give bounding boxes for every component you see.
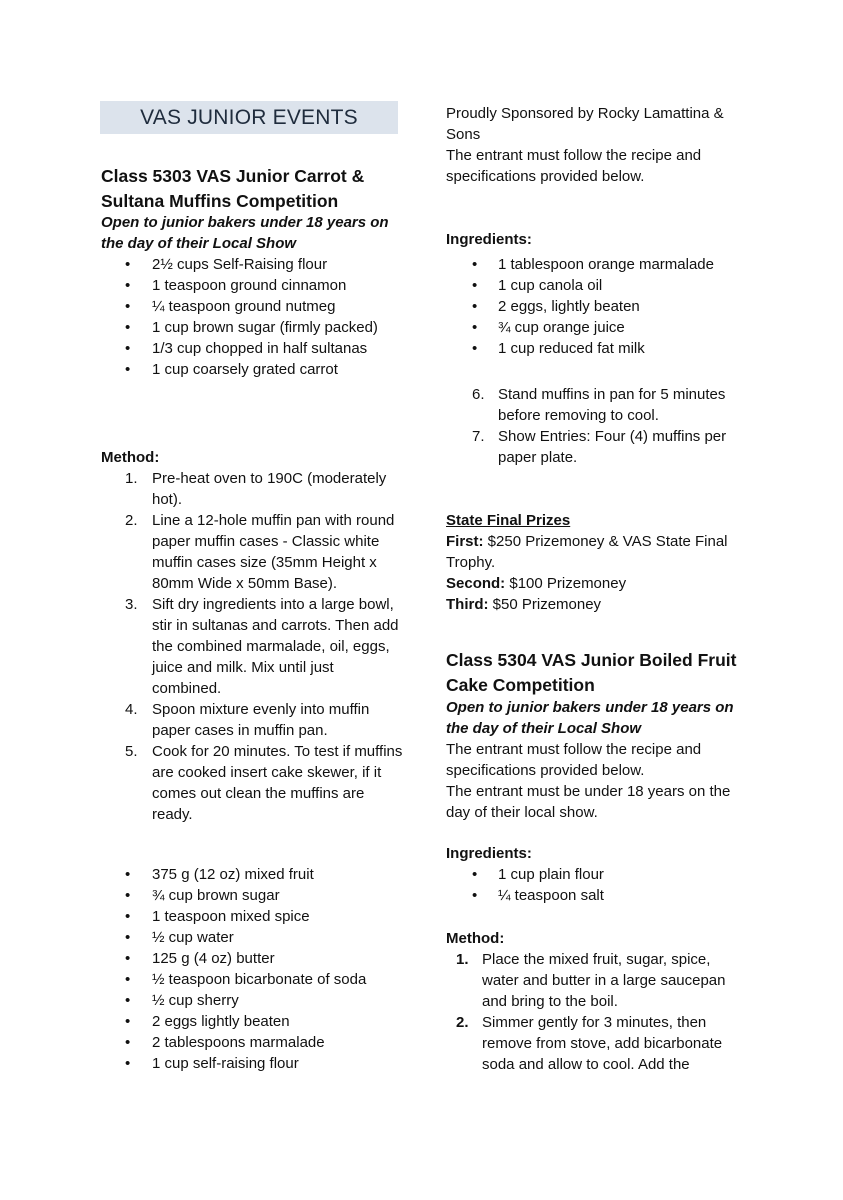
muffin-wet-ingredients-list [446, 254, 746, 359]
list-item: • ½ teaspoon bicarbonate of soda [101, 969, 403, 990]
prizes-title: State Final Prizes [446, 512, 571, 529]
list-item: • 375 g (12 oz) mixed fruit [101, 864, 403, 885]
step-number: 2. [125, 512, 138, 529]
step-text: Stand muffins in pan for 5 minutes before removing to cool. [498, 386, 726, 424]
third-prize-label: Third: [446, 596, 489, 613]
step-text: Show Entries: Four (4) muffins per paper plate. [498, 428, 727, 466]
list-item: • 1 teaspoon ground cinnamon [101, 275, 403, 296]
list-item: • 2 tablespoons marmalade [101, 1032, 403, 1053]
list-item: • 1 cup coarsely grated carrot [101, 359, 403, 380]
list-item: • 125 g (4 oz) butter [101, 948, 403, 969]
list-item [446, 384, 746, 426]
step-text: Line a 12-hole muffin pan with round paper muffin cases - Classic white muffin cases size (35mm Height x 80mm Wide x 50mm Base). [152, 512, 395, 592]
section-banner: VAS JUNIOR EVENTS [100, 101, 398, 134]
first-prize-label: First: [446, 533, 484, 550]
class-5304-age-text: The entrant must be under 18 years on the day of their local show. [446, 783, 731, 821]
step-number: 1. [125, 470, 138, 487]
list-item: • 1 cup reduced fat milk [446, 338, 746, 359]
list-item: • 1 tablespoon orange marmalade [446, 254, 746, 275]
list-item [101, 741, 403, 825]
fruitcake-ingredients-list [101, 864, 403, 1074]
muffin-dry-ingredients-list [101, 254, 403, 380]
third-prize [446, 594, 746, 615]
list-item [101, 699, 403, 741]
list-item: • 1 cup plain flour [446, 864, 746, 885]
class-5303-subtitle: Open to junior bakers under 18 years on the day of their Local Show [101, 214, 389, 252]
step-number: 3. [125, 596, 138, 613]
step-text: Cook for 20 minutes. To test if muffins are cooked insert cake skewer, if it comes out clean the muffins are ready. [152, 743, 403, 823]
list-item: • ¾ cup orange juice [446, 317, 746, 338]
list-item: • 2½ cups Self-Raising flour [101, 254, 403, 275]
list-item [446, 1012, 746, 1075]
list-item: • 1 teaspoon mixed spice [101, 906, 403, 927]
step-text: Pre-heat oven to 190C (moderately hot). [152, 470, 387, 508]
muffin-method-list [101, 468, 403, 825]
list-item: • 1 cup self-raising flour [101, 1053, 403, 1074]
list-item: • ½ cup water [101, 927, 403, 948]
method-label: Method: [101, 449, 160, 466]
list-item [446, 426, 746, 468]
second-prize [446, 573, 746, 594]
list-item: • 1 cup brown sugar (firmly packed) [101, 317, 403, 338]
first-prize-value: $250 Prizemoney & VAS State Final Trophy. [446, 533, 728, 571]
list-item [101, 594, 403, 699]
list-item: • 1/3 cup chopped in half sultanas [101, 338, 403, 359]
sponsor-line: Proudly Sponsored by Rocky Lamattina & Sons [446, 105, 724, 143]
step-number: 1. [456, 951, 469, 968]
follow-recipe-text: The entrant must follow the recipe and specifications provided below. [446, 147, 702, 185]
step-text: Place the mixed fruit, sugar, spice, water and butter in a large saucepan and bring to the boil. [482, 951, 726, 1010]
class-5304-ingredients-label: Ingredients: [446, 845, 532, 862]
list-item: • ¾ cup brown sugar [101, 885, 403, 906]
step-number: 6. [472, 386, 485, 403]
list-item: • ¼ teaspoon salt [446, 885, 746, 906]
class-5304-method-label: Method: [446, 930, 505, 947]
class-5304-subtitle: Open to junior bakers under 18 years on the day of their Local Show [446, 699, 734, 737]
list-item: • 2 eggs, lightly beaten [446, 296, 746, 317]
class-5304-follow-text: The entrant must follow the recipe and specifications provided below. [446, 741, 702, 779]
list-item [446, 949, 746, 1012]
step-number: 5. [125, 743, 138, 760]
step-number: 7. [472, 428, 485, 445]
class-5304-heading: Class 5304 VAS Junior Boiled Fruit Cake Competition [446, 650, 737, 695]
list-item: • 2 eggs lightly beaten [101, 1011, 403, 1032]
step-text: Spoon mixture evenly into muffin paper cases in muffin pan. [152, 701, 370, 739]
state-final-prizes [446, 510, 746, 615]
step-text: Simmer gently for 3 minutes, then remove from stove, add bicarbonate soda and allow to cool. Add the [482, 1014, 723, 1073]
list-item [101, 468, 403, 510]
list-item: • 1 cup canola oil [446, 275, 746, 296]
step-text: Sift dry ingredients into a large bowl, stir in sultanas and carrots. Then add the combined marmalade, oil, eggs, juice and milk. Mix until just combined. [152, 596, 399, 697]
list-item: • ¼ teaspoon ground nutmeg [101, 296, 403, 317]
class-5304-ingredients-list [446, 864, 746, 906]
class-5304-method-list [446, 949, 746, 1075]
class-5303-heading: Class 5303 VAS Junior Carrot & Sultana Muffins Competition [101, 166, 365, 211]
list-item: • ½ cup sherry [101, 990, 403, 1011]
first-prize [446, 531, 746, 573]
second-prize-label: Second: [446, 575, 506, 592]
muffin-method-continued-list [446, 384, 746, 468]
step-number: 2. [456, 1014, 469, 1031]
ingredients-label: Ingredients: [446, 231, 532, 248]
step-number: 4. [125, 701, 138, 718]
second-prize-value: $100 Prizemoney [505, 575, 627, 592]
third-prize-value: $50 Prizemoney [488, 596, 602, 613]
list-item [101, 510, 403, 594]
